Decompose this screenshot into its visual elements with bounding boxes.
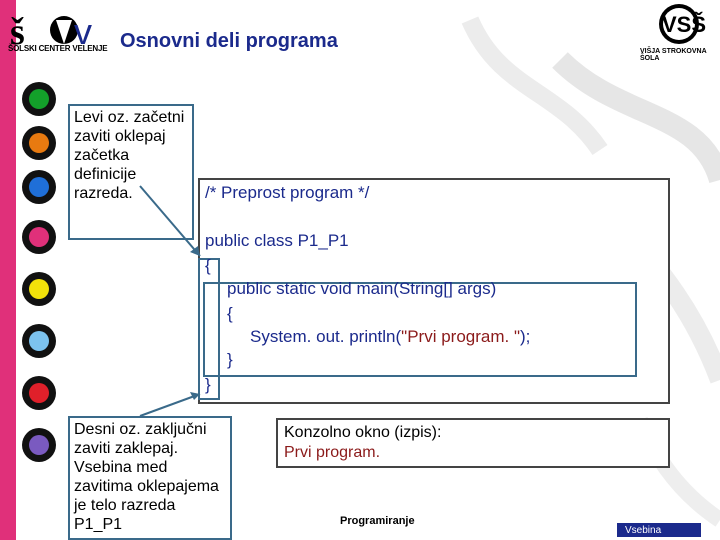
- code-inner-close-brace: }: [227, 350, 233, 369]
- dot-fill: [29, 383, 49, 403]
- code-main-declaration: public static void main(String[] args): [227, 279, 497, 298]
- nav-dot-lightblue[interactable]: [22, 324, 56, 358]
- callout-right-brace: Desni oz. zaključni zaviti zaklepaj. Vsebina med zavitima oklepajema je telo razreda P1_P1: [68, 416, 232, 540]
- svg-text:š: š: [10, 11, 25, 53]
- println-string: "Prvi program. ": [401, 327, 520, 346]
- nav-dot-green[interactable]: [22, 82, 56, 116]
- footer-course-label: Programiranje: [340, 515, 415, 527]
- college-logo-text: VIŠJA STROKOVNA ŠOLA: [640, 48, 707, 62]
- school-logo: [8, 2, 112, 62]
- sidebar-strip: [0, 0, 16, 540]
- dot-fill: [29, 227, 49, 247]
- code-println-line: [250, 327, 530, 347]
- school-logo-text: ŠOLSKI CENTER VELENJE: [8, 44, 108, 53]
- svg-text:VSŠ: VSŠ: [662, 12, 707, 37]
- code-inner-open-brace: {: [227, 304, 233, 323]
- dot-fill: [29, 279, 49, 299]
- code-close-brace: }: [205, 375, 211, 394]
- nav-dot-purple[interactable]: [22, 428, 56, 462]
- nav-dot-yellow[interactable]: [22, 272, 56, 306]
- nav-dot-pink[interactable]: [22, 220, 56, 254]
- svg-text:v: v: [74, 11, 92, 52]
- console-panel: [276, 418, 670, 468]
- code-open-brace: {: [205, 256, 211, 275]
- code-class-declaration: public class P1_P1: [205, 231, 349, 250]
- nav-dot-blue[interactable]: [22, 170, 56, 204]
- code-comment: /* Preprost program */: [205, 183, 370, 202]
- println-end: );: [520, 327, 531, 346]
- dot-fill: [29, 435, 49, 455]
- console-label: Konzolno okno (izpis):: [284, 424, 442, 441]
- nav-dot-orange[interactable]: [22, 126, 56, 160]
- contents-button[interactable]: Vsebina: [616, 522, 702, 538]
- college-logo: [646, 2, 712, 48]
- dot-fill: [29, 177, 49, 197]
- console-output: Prvi program.: [284, 444, 381, 461]
- page-title: Osnovni deli programa: [120, 30, 338, 52]
- println-call: System. out. println(: [250, 327, 402, 346]
- dot-fill: [29, 133, 49, 153]
- nav-dot-red[interactable]: [22, 376, 56, 410]
- dot-fill: [29, 89, 49, 109]
- callout-left-brace: Levi oz. začetni zaviti oklepaj začetka definicije razreda.: [68, 104, 194, 240]
- dot-fill: [29, 331, 49, 351]
